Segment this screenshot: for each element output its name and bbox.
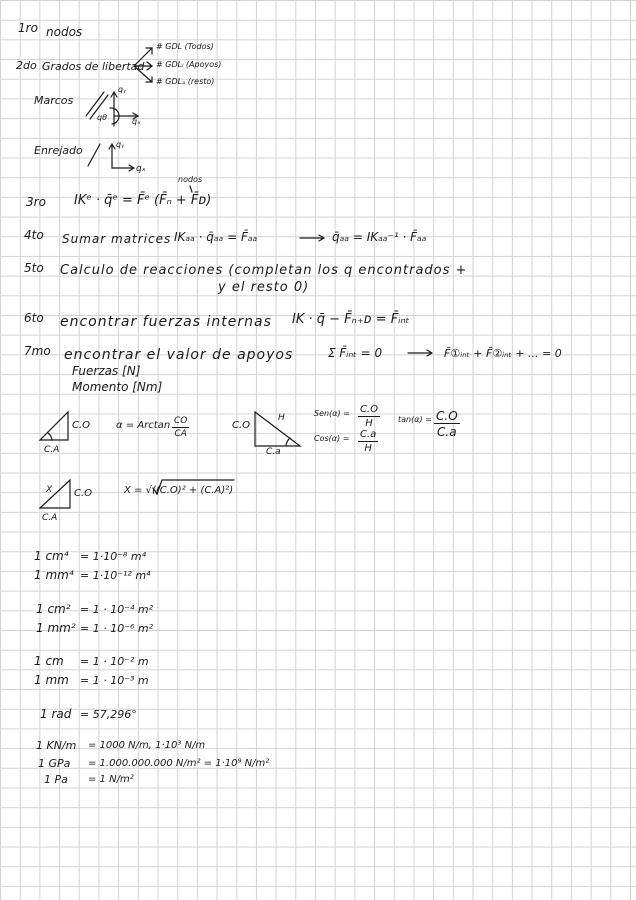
step7-text: encontrar el valor de apoyos — [64, 347, 294, 363]
step5-number: 5to — [24, 261, 44, 275]
conversion-right: = 1 · 10⁻⁶ m² — [80, 622, 154, 635]
tan-fraction: $\frac{C.O}{C.a}$ — [436, 409, 458, 439]
enrejado-qy: qᵧ — [116, 140, 125, 149]
tri2-ca: C.a — [266, 447, 281, 457]
enrejado-label: Enrejado — [34, 144, 83, 157]
step7-arrow — [408, 350, 432, 356]
tri2-h: H — [278, 413, 285, 423]
step1-text: nodos — [46, 25, 83, 39]
conversion-left: 1 rad — [40, 707, 72, 721]
step6-number: 6to — [24, 311, 44, 325]
triangle-3 — [40, 480, 70, 508]
conversion-right: = 1000 N/m, 1·10³ N/m — [88, 740, 206, 751]
step2-text: Grados de libertad — [42, 60, 145, 73]
tri1-ca: C.A — [44, 445, 60, 455]
step2-number: 2do — [16, 59, 37, 72]
branch-gdl-todos: # GDL (Todos) — [156, 42, 214, 51]
sin-label: Sen(α) = — [314, 409, 350, 418]
conversion-right: = 1 · 10⁻⁴ m² — [80, 603, 154, 616]
step7-number: 7mo — [24, 344, 51, 358]
tri3-x: X — [46, 485, 53, 495]
tri2-co: C.O — [232, 420, 251, 431]
step3-number: 3ro — [26, 195, 46, 209]
tri3-ca: C.A — [42, 513, 58, 523]
conversion-left: 1 cm — [34, 654, 64, 668]
marcos-label: Marcos — [34, 94, 74, 107]
step6-equation: IK · q̄ − F̄ₙ₊ᴅ = F̄ᵢₙₜ — [292, 312, 410, 327]
branch-gdl-apoyos: # GDLₗ (Apoyos) — [156, 60, 222, 69]
triangle-1 — [40, 412, 68, 440]
cos-label: Cos(α) = — [314, 434, 350, 443]
step1-number: 1ro — [18, 21, 38, 35]
tri3-formula: X = √((C.O)² + (C.A)²) — [124, 485, 234, 496]
step6-text: encontrar fuerzas internas — [60, 314, 272, 330]
step3-note: nodos — [178, 175, 203, 184]
cos-fraction: $\frac{C.a}{H}$ — [360, 429, 377, 454]
tri1-fraction: $\frac{CO}{CA}$ — [174, 416, 188, 439]
tri3-co: C.O — [74, 488, 93, 499]
conversion-left: 1 Pa — [44, 773, 68, 786]
sin-fraction: $\frac{C.O}{H}$ — [360, 404, 379, 429]
conversion-left: 1 cm⁴ — [34, 549, 69, 563]
conversion-left: 1 KN/m — [36, 739, 77, 752]
tan-label: tan(α) = — [398, 415, 432, 424]
step4-number: 4to — [24, 228, 44, 242]
enrejado-x-arrow — [112, 165, 134, 171]
enrejado-bar — [88, 144, 100, 166]
conversion-right: = 1 N/m² — [88, 774, 134, 785]
step7-momento: Momento [Nm] — [72, 380, 163, 394]
conversion-left: 1 cm² — [36, 602, 71, 616]
conversion-right: = 1·10⁻⁸ m⁴ — [80, 550, 147, 563]
step7-fuerzas: Fuerzas [N] — [72, 364, 141, 378]
step4-text: Sumar matrices — [62, 232, 172, 246]
step5-line2: y el resto 0) — [218, 280, 310, 295]
marcos-qy: qᵧ — [118, 85, 127, 94]
tri1-formula: α = Arctan — [116, 420, 171, 431]
step4-eq2: q̄ₐₐ = IKₐₐ⁻¹ · F̄ₐₐ — [332, 230, 427, 244]
step3-equation: IKᵉ · q̄ᵉ = F̄ᵉ (F̄ₙ + F̄ᴅ) — [74, 193, 212, 208]
step7-equation-2: F̄①ᵢₙₜ + F̄②ᵢₙₜ + ... = 0 — [444, 347, 562, 360]
step7-equation: Σ F̄ᵢₙₜ = 0 — [328, 346, 383, 360]
conversion-right: = 1.000.000.000 N/m² = 1·10⁹ N/m² — [88, 758, 270, 769]
conversion-right: = 1 · 10⁻² m — [80, 655, 149, 668]
conversion-right: = 57,296° — [80, 708, 137, 721]
conversion-left: 1 mm⁴ — [34, 568, 74, 582]
step4-arrow — [300, 235, 324, 241]
enrejado-qx: qₓ — [136, 164, 146, 174]
tri1-co: C.O — [72, 420, 91, 431]
branch-gdl-resto: # GDLₐ (resto) — [156, 77, 215, 86]
step4-eq1: IKₐₐ · q̄ₐₐ = F̄ₐₐ — [174, 230, 258, 244]
conversion-right: = 1 · 10⁻³ m — [80, 674, 149, 687]
conversion-left: 1 mm² — [36, 621, 76, 635]
conversion-left: 1 mm — [34, 673, 69, 687]
marcos-qx: qₓ — [132, 117, 141, 126]
marcos-qtheta: qθ — [97, 113, 107, 122]
conversion-left: 1 GPa — [38, 757, 71, 770]
step5-line1: Calculo de reacciones (completan los q encontrados + — [60, 263, 468, 278]
conversion-right: = 1·10⁻¹² m⁴ — [80, 569, 151, 582]
enrejado-y-arrow — [109, 144, 115, 168]
